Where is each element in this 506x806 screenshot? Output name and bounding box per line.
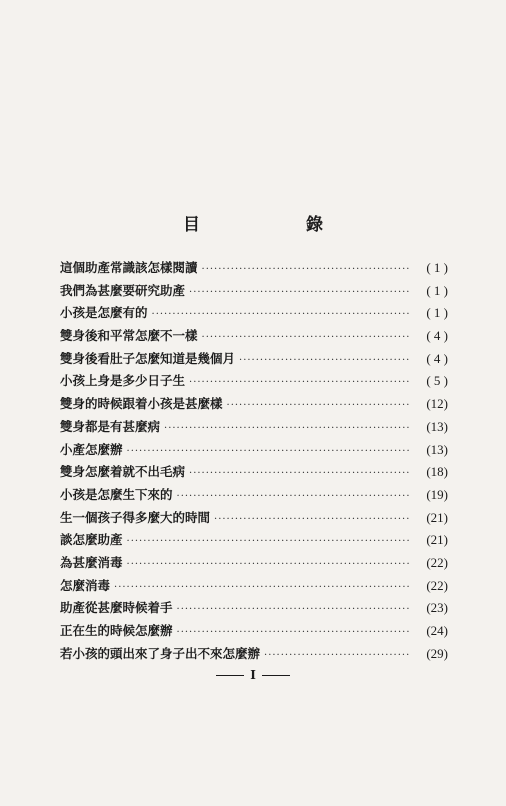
dot-leader [114,582,410,593]
dot-leader [189,377,410,388]
toc-entry [60,462,448,485]
toc-entry-title: 雙身都是有甚麼病 [60,418,161,434]
toc-entry [60,417,448,440]
dot-leader [164,423,410,434]
page-title: 目 錄 [183,215,373,235]
toc-entry [60,440,448,463]
toc-entry [60,530,448,553]
dot-leader [177,604,410,615]
toc-entry-title: 助產從甚麼時候着手 [60,600,173,616]
toc-entry [60,553,448,576]
footer-rule-left [216,675,244,676]
toc-entry-page: ( 1 ) [426,260,448,275]
toc-entry-page: (19) [426,486,448,502]
toc-entry-page: ( 1 ) [426,305,448,321]
table-of-contents [60,258,448,666]
toc-entry-page: (12) [426,396,448,412]
dot-leader [127,446,410,457]
toc-entry-page: (13) [426,441,448,457]
toc-entry-title: 為甚麼消毒 [60,554,123,570]
dot-leader [214,514,410,525]
dot-leader [189,287,410,298]
toc-entry-title: 雙身的時候跟着小孩是甚麼樣 [60,396,223,412]
toc-entry [60,508,448,531]
page-footer [0,668,506,682]
toc-entry [60,371,448,394]
toc-entry-page: (29) [426,645,448,661]
toc-entry-page: (22) [426,554,448,570]
dot-leader [264,650,410,661]
toc-entry [60,598,448,621]
toc-entry-page: (13) [426,418,448,434]
toc-entry-page: (18) [426,464,448,480]
dot-leader [127,536,410,547]
toc-entry [60,258,448,281]
toc-entry-page: (21) [426,532,448,548]
toc-entry [60,576,448,599]
toc-entry-title: 雙身後和平常怎麼不一樣 [60,328,198,344]
toc-entry-title: 這個助產常識該怎樣閱讀 [60,260,198,275]
toc-entry [60,485,448,508]
footer-rule-right [262,675,290,676]
toc-entry-page: (22) [426,577,448,593]
toc-entry [60,621,448,644]
toc-entry-title: 雙身怎麼着就不出毛病 [60,464,186,480]
toc-entry-page: (21) [426,509,448,525]
footer-page-number: I [250,668,256,682]
dot-leader [227,400,410,411]
toc-entry-title: 正在生的時候怎麼辦 [60,623,173,638]
toc-entry-title: 生一個孩子得多麼大的時間 [60,509,211,525]
toc-entry-title: 若小孩的頭出來了身子出不來怎麼辦 [60,645,261,661]
toc-entry-page: ( 5 ) [426,373,448,389]
dot-leader [152,309,410,320]
toc-entry-page: (23) [426,600,448,616]
toc-entry-page: ( 4 ) [426,328,448,344]
toc-entry-title: 小孩上身是多少日子生 [60,373,186,389]
dot-leader [202,264,410,275]
toc-entry [60,644,448,667]
dot-leader [202,332,410,343]
toc-entry-title: 小產怎麼辦 [60,441,123,457]
dot-leader [177,627,410,638]
dot-leader [127,559,410,570]
dot-leader [189,468,410,479]
dot-leader [239,355,410,366]
toc-entry-title: 我們為甚麼要研究助產 [60,282,186,298]
toc-entry-title: 怎麼消毒 [60,577,111,593]
toc-entry [60,326,448,349]
toc-entry-title: 談怎麼助產 [60,532,123,548]
toc-entry [60,349,448,372]
toc-entry-page: (24) [426,623,448,638]
toc-entry-page: ( 4 ) [426,350,448,366]
toc-entry-title: 小孩是怎麼生下來的 [60,486,173,502]
toc-entry-title: 小孩是怎麼有的 [60,305,148,321]
toc-entry-title: 雙身後看肚子怎麼知道是幾個月 [60,350,236,366]
dot-leader [177,491,410,502]
toc-entry [60,394,448,417]
toc-entry [60,281,448,304]
toc-entry [60,303,448,326]
toc-entry-page: ( 1 ) [426,282,448,298]
